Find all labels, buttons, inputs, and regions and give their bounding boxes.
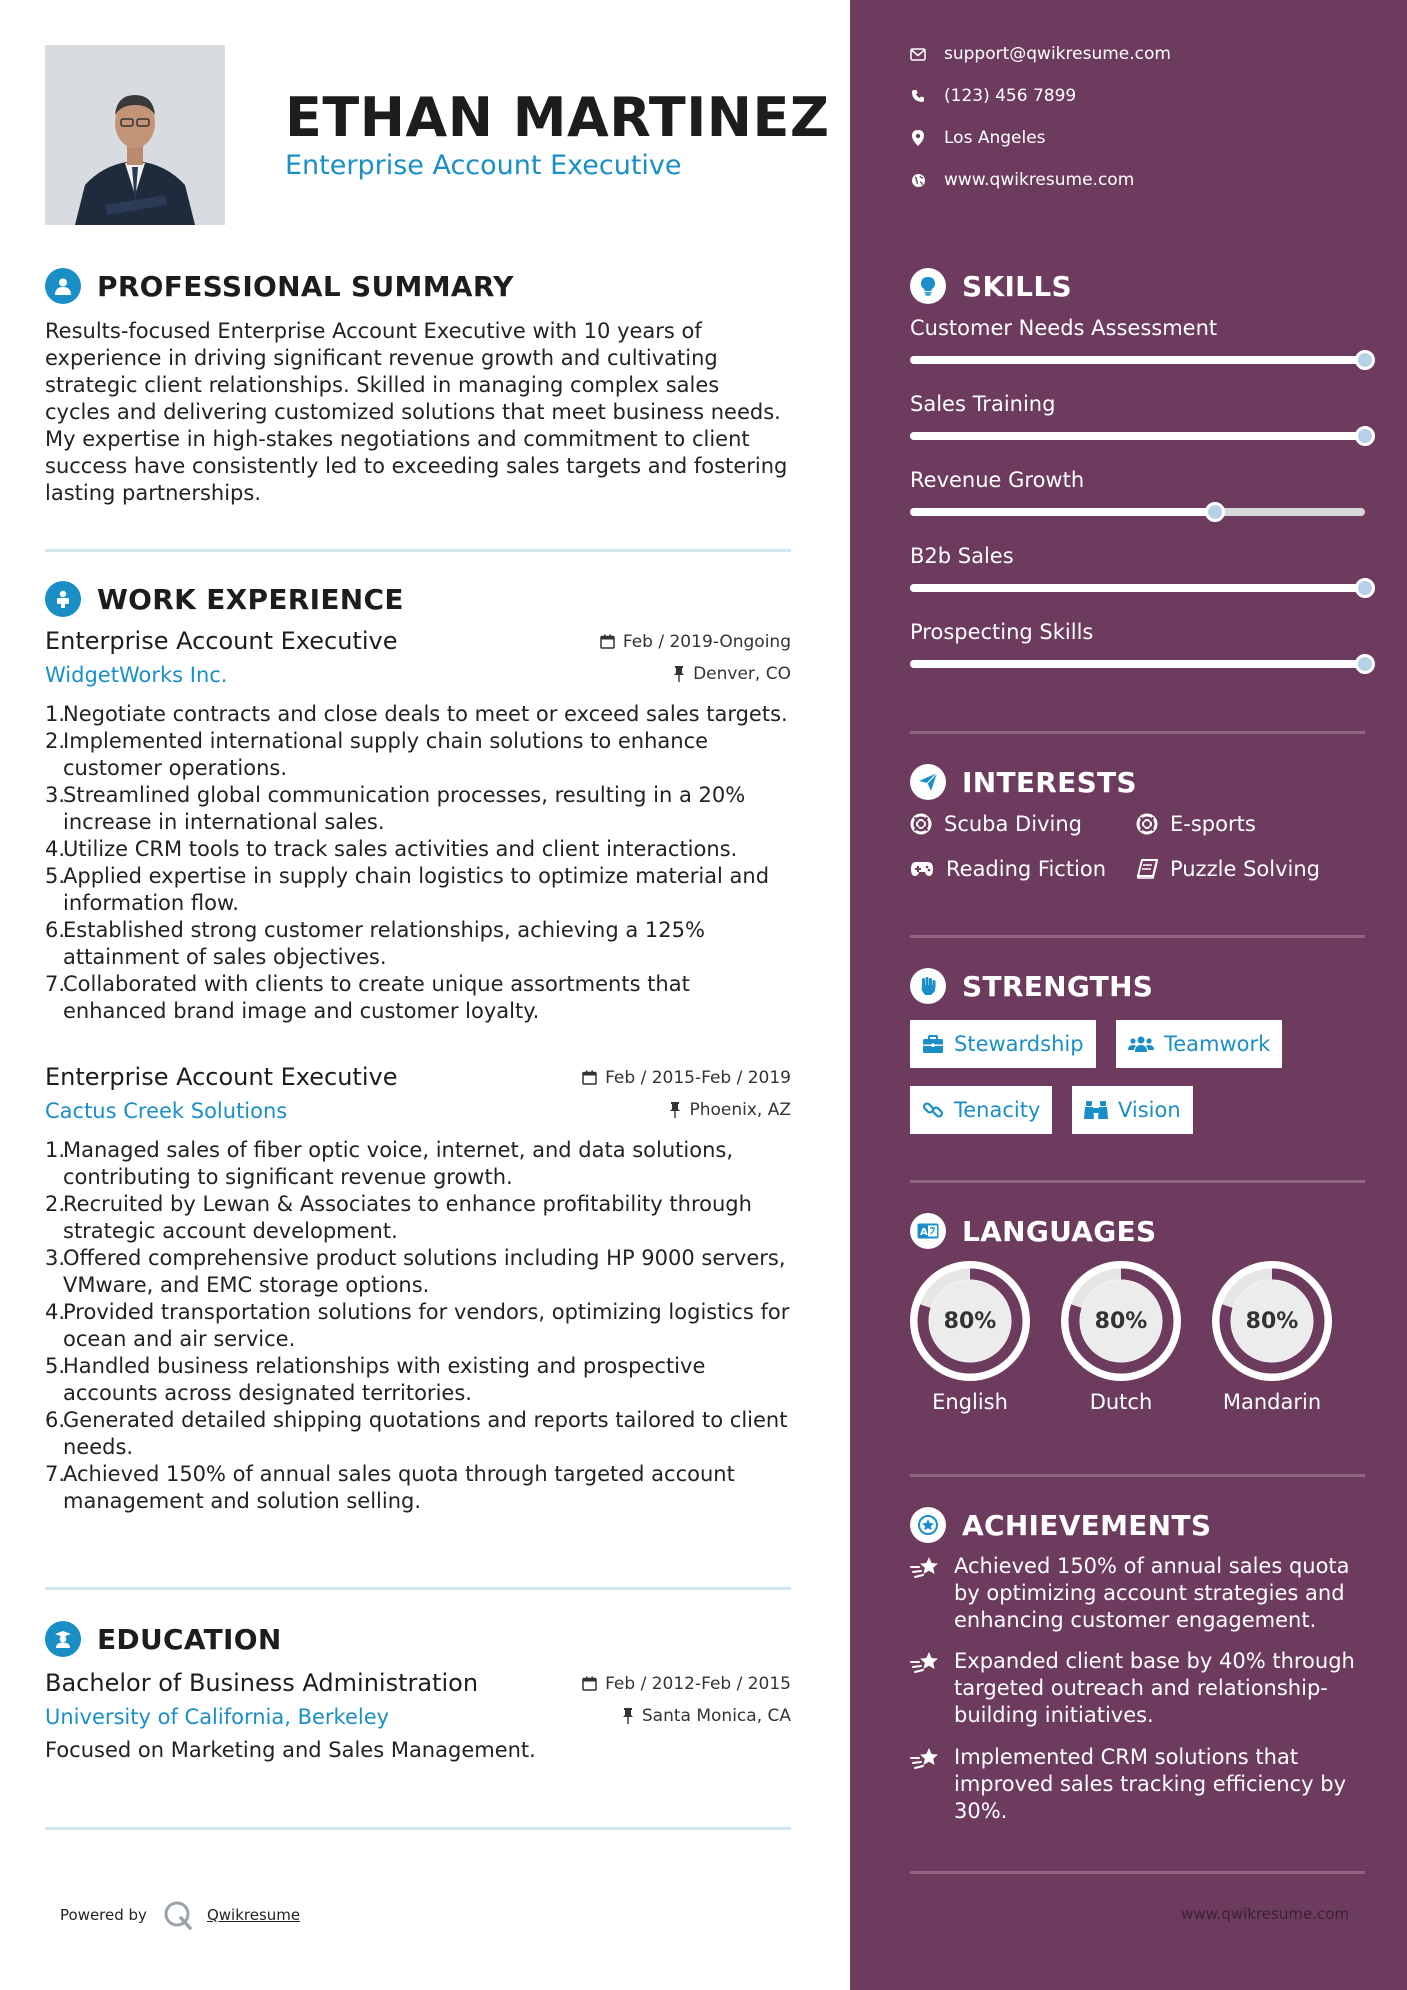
candidate-name: ETHAN MARTINEZ <box>285 86 830 149</box>
education-heading: EDUCATION <box>97 1622 282 1656</box>
presenter-icon <box>45 581 81 617</box>
phone-icon <box>910 88 926 104</box>
job-dates: Feb / 2019-Ongoing <box>600 632 791 652</box>
job-bullets <box>45 701 791 1025</box>
divider <box>45 1827 791 1830</box>
shooting-star-icon <box>910 1744 944 1825</box>
language-item <box>909 1260 1031 1414</box>
candidate-title: Enterprise Account Executive <box>285 150 682 181</box>
profile-photo <box>45 45 225 225</box>
job-entry <box>45 627 791 1025</box>
list-item: 4. Provided transportation solutions for vendors, optimizing logistics for ocean and air service. <box>45 1300 790 1351</box>
book-icon <box>1136 859 1158 879</box>
education-dates: Feb / 2012-Feb / 2015 <box>582 1674 791 1694</box>
skill-item: Sales Training <box>910 392 1365 440</box>
degree: Bachelor of Business Administration <box>45 1669 479 1697</box>
contact-email: support@qwikresume.com <box>910 44 1171 64</box>
globe-icon <box>910 172 926 188</box>
skill-bar-fill <box>910 432 1365 440</box>
interest-item: Reading Fiction <box>910 857 1106 881</box>
calendar-icon <box>582 1676 597 1691</box>
education-section <box>45 1619 791 1764</box>
language-icon <box>910 1213 946 1249</box>
lifebuoy-icon <box>910 813 932 835</box>
skill-bar-knob <box>1355 654 1375 674</box>
contact-website: www.qwikresume.com <box>910 170 1134 190</box>
briefcase-icon <box>922 1035 944 1054</box>
gamepad-icon <box>910 861 934 877</box>
skill-item: Customer Needs Assessment <box>910 316 1365 364</box>
list-item: 5. Handled business relationships with existing and prospective accounts across designated territories. <box>45 1354 706 1405</box>
paper-plane-icon <box>910 764 946 800</box>
achievement-item: Implemented CRM solutions that improved sales tracking efficiency by 30%. <box>910 1744 1370 1825</box>
list-item: 2. Recruited by Lewan & Associates to enhance profitability through strategic account development. <box>45 1192 752 1243</box>
divider <box>910 731 1365 734</box>
list-item: 6. Established strong customer relationships, achieving a 125% attainment of sales objectives. <box>45 918 705 969</box>
skill-bar-knob <box>1355 350 1375 370</box>
divider <box>910 1474 1365 1477</box>
language-item <box>1060 1260 1182 1414</box>
job-bullets <box>45 1137 791 1515</box>
language-ring <box>1211 1260 1333 1382</box>
summary-section <box>45 266 791 507</box>
skill-item: Revenue Growth <box>910 468 1365 516</box>
map-marker-icon <box>910 130 926 146</box>
list-item: 1. Negotiate contracts and close deals to meet or exceed sales targets. <box>45 702 788 726</box>
skill-bar-knob <box>1355 578 1375 598</box>
skill-bar-fill <box>910 508 1215 516</box>
interests-heading: INTERESTS <box>962 765 1137 799</box>
languages-heading: LANGUAGES <box>962 1214 1157 1248</box>
skill-bar-knob <box>1205 502 1225 522</box>
graduate-icon <box>45 1621 81 1657</box>
pin-icon <box>669 1102 681 1118</box>
interest-item: Puzzle Solving <box>1136 857 1320 881</box>
link-icon <box>922 1099 944 1121</box>
lifebuoy-icon <box>1136 813 1158 835</box>
achievement-item: Achieved 150% of annual sales quota by optimizing account strategies and enhancing customer engagement. <box>910 1553 1370 1634</box>
list-item: 4. Utilize CRM tools to track sales activities and client interactions. <box>45 837 738 861</box>
skills-section <box>910 266 1365 306</box>
job-location: Denver, CO <box>673 664 791 684</box>
envelope-icon <box>910 46 926 62</box>
achievements-heading: ACHIEVEMENTS <box>962 1508 1212 1542</box>
footer-website[interactable]: www.qwikresume.com <box>1181 1905 1349 1923</box>
calendar-icon <box>582 1070 597 1085</box>
skill-bar-fill <box>910 356 1365 364</box>
strength-tag: Tenacity <box>910 1086 1052 1134</box>
language-name: Mandarin <box>1222 1390 1322 1414</box>
skill-bar <box>910 660 1365 668</box>
language-item <box>1211 1260 1333 1414</box>
pin-icon <box>673 666 685 682</box>
language-ring <box>909 1260 1031 1382</box>
list-item: 2. Implemented international supply chain solutions to enhance customer operations. <box>45 729 709 780</box>
svg-text:A: A <box>920 1227 928 1238</box>
language-percent: 80% <box>1245 1308 1299 1334</box>
summary-heading: PROFESSIONAL SUMMARY <box>97 269 514 303</box>
achievements-section <box>910 1505 1365 1545</box>
interest-item: Scuba Diving <box>910 812 1082 836</box>
languages-section <box>910 1211 1365 1251</box>
binoculars-icon <box>1084 1100 1108 1120</box>
list-item: 6. Generated detailed shipping quotations and reports tailored to client needs. <box>45 1408 788 1459</box>
strengths-heading: STRENGTHS <box>962 969 1154 1003</box>
list-item: 7. Achieved 150% of annual sales quota through targeted account management and solution selling. <box>45 1462 735 1513</box>
language-percent: 80% <box>1094 1308 1148 1334</box>
contact-location: Los Angeles <box>910 128 1046 148</box>
job-entry <box>45 1063 791 1515</box>
strength-tag: Teamwork <box>1116 1020 1282 1068</box>
fist-icon <box>910 968 946 1004</box>
education-location: Santa Monica, CA <box>622 1706 791 1726</box>
list-item: 3. Offered comprehensive product solutions including HP 9000 servers, VMware, and EMC storage options. <box>45 1246 786 1297</box>
calendar-icon <box>600 634 615 649</box>
skill-item: Prospecting Skills <box>910 620 1365 668</box>
job-title: Enterprise Account Executive <box>45 1063 398 1091</box>
skill-bar <box>910 356 1365 364</box>
job-location: Phoenix, AZ <box>669 1100 791 1120</box>
summary-text: Results-focused Enterprise Account Executive with 10 years of experience in driving significant revenue growth and cultivating strategic client relationships. Skilled in managing complex sales cycles and delivering customized solutions that meet business needs. My expertise in high-stakes negotiations and commitment to client success have consistently led to exceeding sales targets and fostering lasting partnerships. <box>45 319 788 505</box>
skill-bar-fill <box>910 584 1365 592</box>
skill-bar-fill <box>910 660 1365 668</box>
skill-bar <box>910 508 1365 516</box>
divider <box>45 1587 791 1590</box>
qwikresume-link[interactable]: Qwikresume <box>206 1906 301 1924</box>
divider <box>45 549 791 552</box>
shooting-star-icon <box>910 1553 944 1634</box>
list-item: 5. Applied expertise in supply chain logistics to optimize material and information flow. <box>45 864 770 915</box>
interest-item: E-sports <box>1136 812 1256 836</box>
skill-bar-knob <box>1355 426 1375 446</box>
language-ring <box>1060 1260 1182 1382</box>
sidebar <box>850 0 1407 1990</box>
divider <box>910 935 1365 938</box>
lightbulb-icon <box>910 268 946 304</box>
achievement-item: Expanded client base by 40% through targeted outreach and relationship-building initiatives. <box>910 1648 1370 1729</box>
company-name: Cactus Creek Solutions <box>45 1099 288 1123</box>
powered-by: Powered by Qwikresume <box>60 1900 300 1930</box>
qwikresume-logo-icon <box>163 1900 193 1930</box>
experience-section <box>45 579 791 619</box>
language-name: English <box>932 1390 1008 1414</box>
divider <box>910 1180 1365 1183</box>
experience-heading: WORK EXPERIENCE <box>97 582 404 616</box>
job-title: Enterprise Account Executive <box>45 627 398 655</box>
skill-item: B2b Sales <box>910 544 1365 592</box>
divider <box>910 1871 1365 1874</box>
list-item: 7. Collaborated with clients to create unique assortments that enhanced brand image and customer loyalty. <box>45 972 690 1023</box>
list-item: 3. Streamlined global communication processes, resulting in a 20% increase in international sales. <box>45 783 746 834</box>
users-icon <box>1128 1035 1154 1053</box>
user-icon <box>45 268 81 304</box>
interests-section <box>910 762 1365 802</box>
skill-bar <box>910 432 1365 440</box>
list-item: 1. Managed sales of fiber optic voice, internet, and data solutions, contributing to significant revenue growth. <box>45 1138 734 1189</box>
pin-icon <box>622 1708 634 1724</box>
strength-tag: Stewardship <box>910 1020 1096 1068</box>
contact-phone: (123) 456 7899 <box>910 86 1076 106</box>
company-name: WidgetWorks Inc. <box>45 663 228 687</box>
shooting-star-icon <box>910 1648 944 1729</box>
language-percent: 80% <box>943 1308 997 1334</box>
language-name: Dutch <box>1089 1390 1153 1414</box>
school-name: University of California, Berkeley <box>45 1705 390 1729</box>
strength-tag: Vision <box>1072 1086 1193 1134</box>
education-note: Focused on Marketing and Sales Management. <box>45 1738 536 1762</box>
job-dates: Feb / 2015-Feb / 2019 <box>582 1068 791 1088</box>
skills-heading: SKILLS <box>962 269 1072 303</box>
strengths-section <box>910 966 1365 1006</box>
star-badge-icon <box>910 1507 946 1543</box>
skill-bar <box>910 584 1365 592</box>
